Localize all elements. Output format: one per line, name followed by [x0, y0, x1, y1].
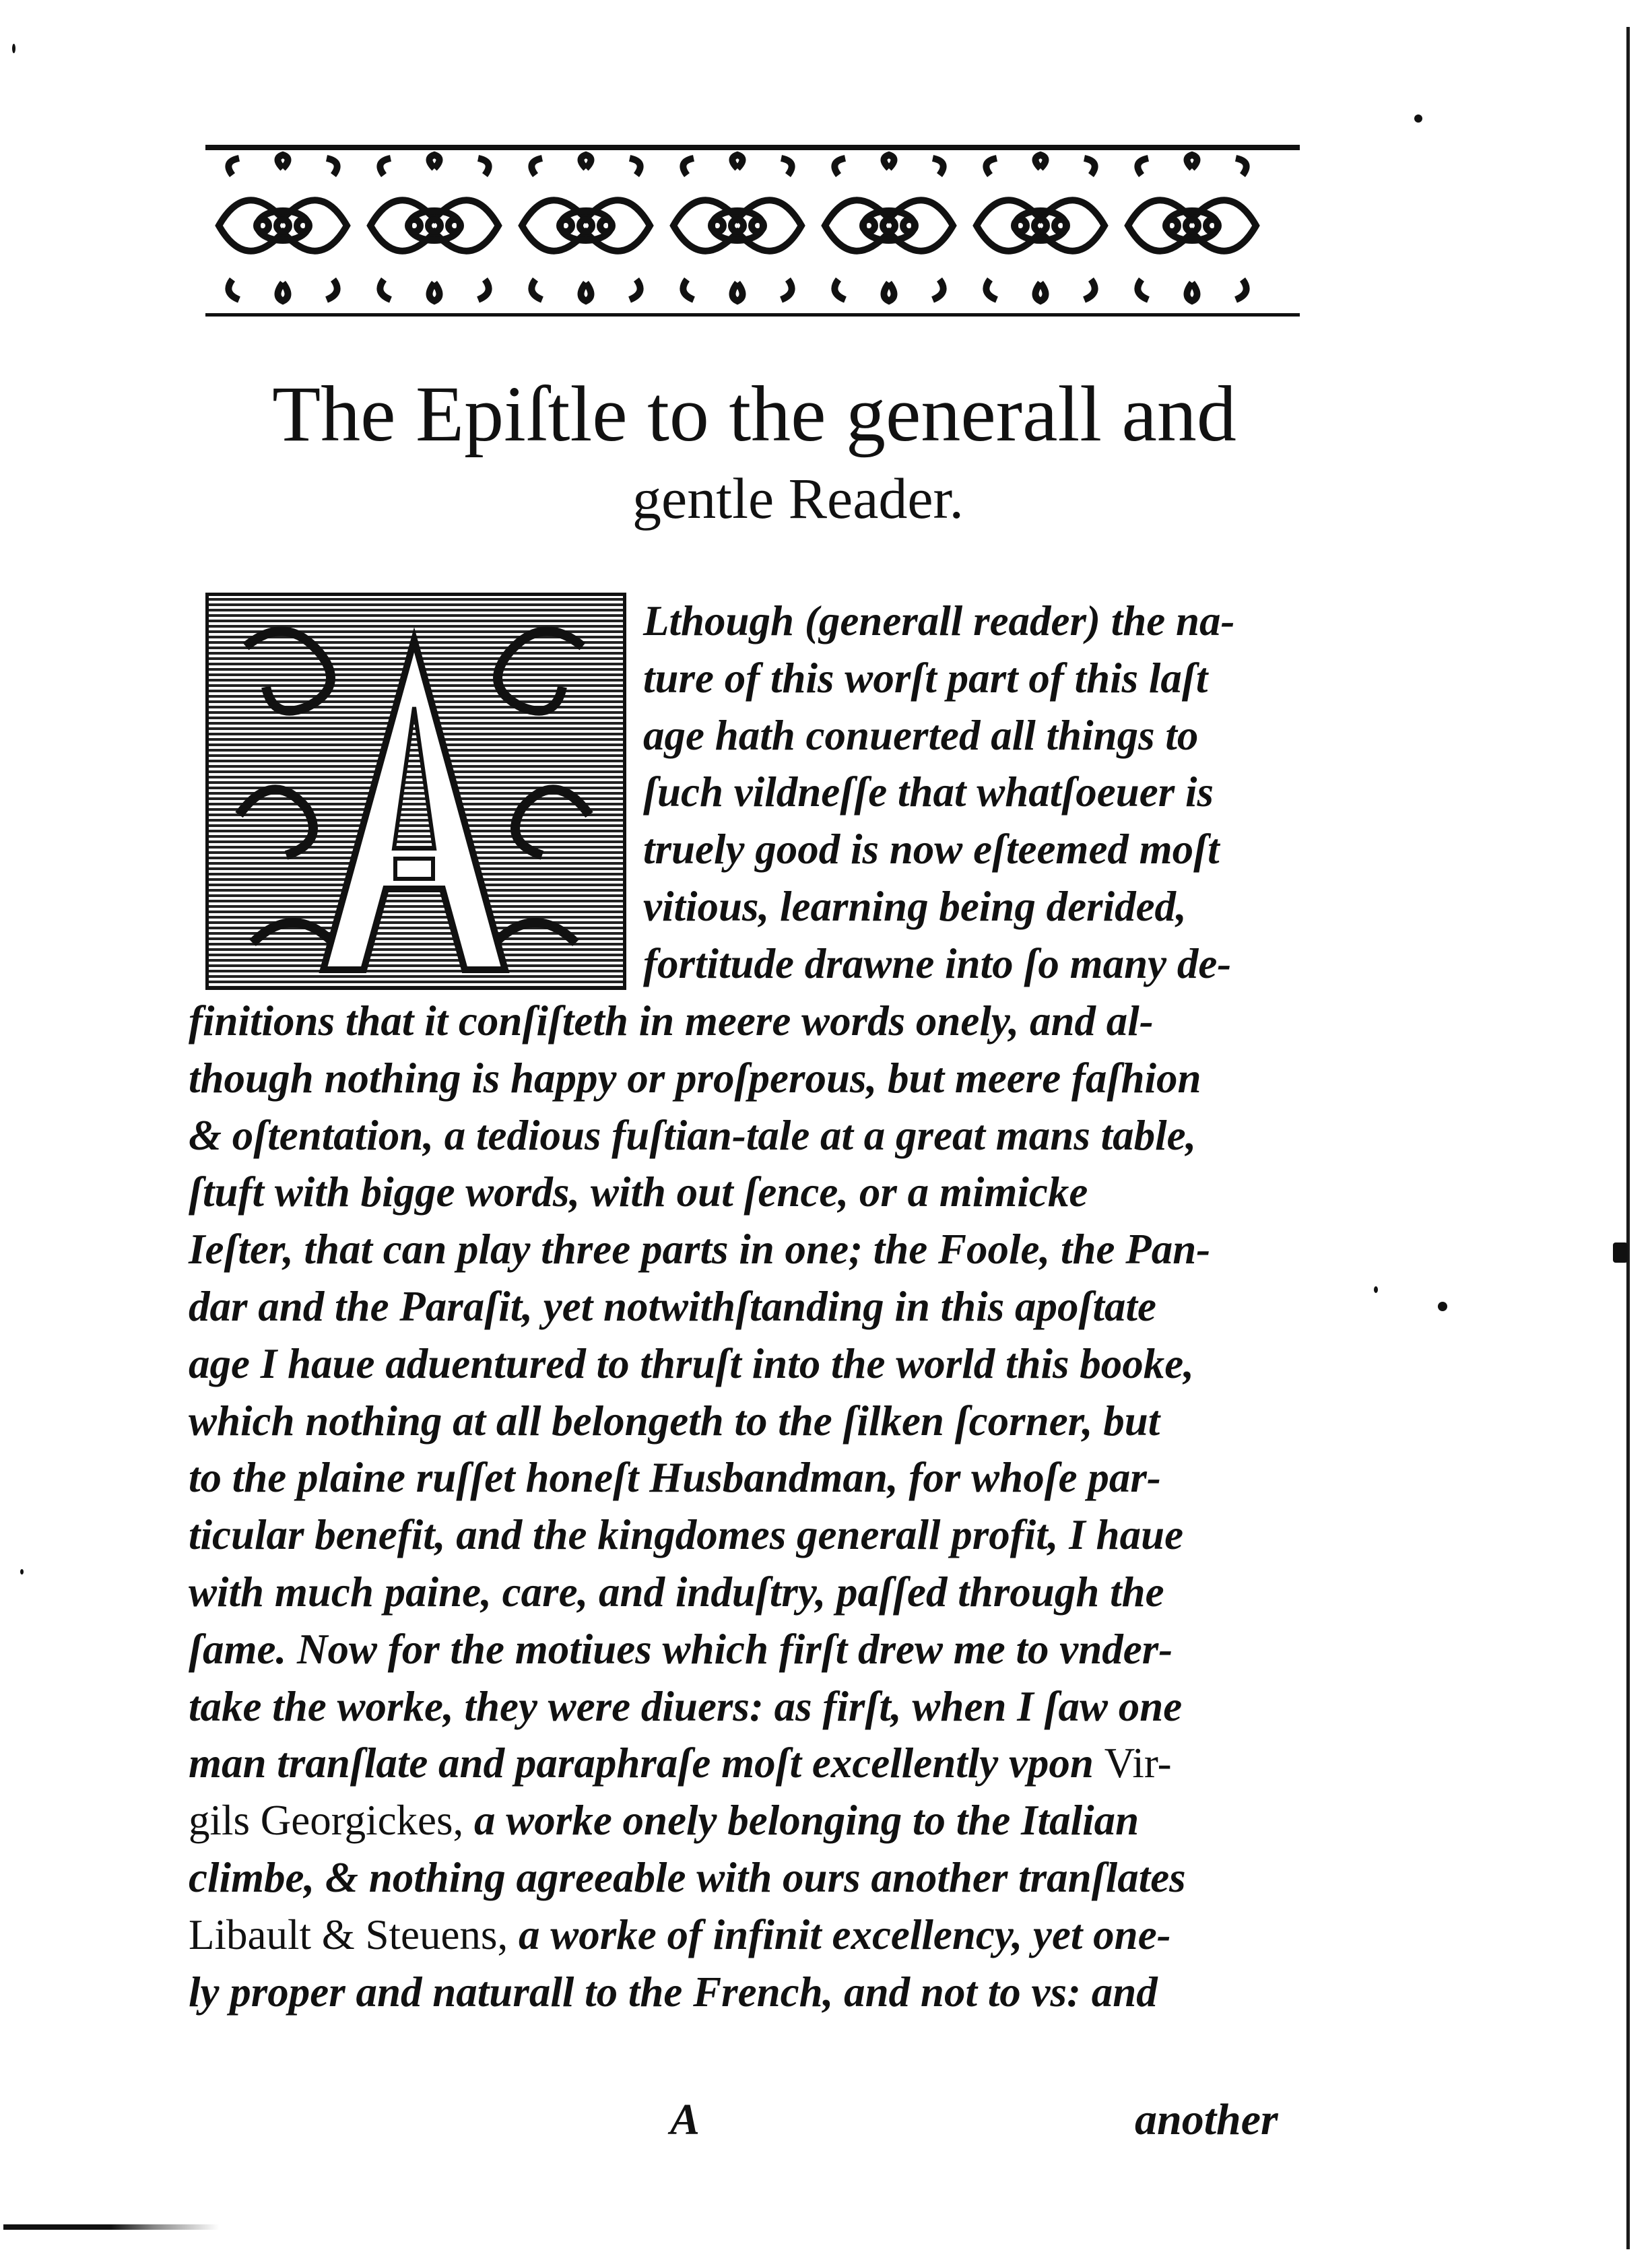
text-segment: a worke onely belonging to the Italian [463, 1797, 1139, 1845]
text-line: fortitude drawne into ſo many de- [643, 939, 1232, 987]
text-line: ſame. Now for the motiues which firſt drew me to vnder- [189, 1625, 1173, 1673]
roman-phrase: gils Georgickes, [189, 1797, 464, 1845]
roman-word: Vir- [1104, 1739, 1172, 1787]
text-line: truely good is now eſteemed moſt [643, 826, 1220, 873]
signature-mark: A [670, 2095, 700, 2144]
text-line: climbe, & nothing agreeable with ours another tranſlates [189, 1853, 1186, 1901]
dropcap-letter: A [414, 951, 420, 958]
scan-edge-bar [3, 2224, 219, 2230]
text-line [189, 1735, 1307, 1792]
text-segment: a worke of infinit excellency, yet one- [508, 1911, 1171, 1958]
text-line: & oſtentation, a tedious fuſtian-tale at a great mans table, [189, 1111, 1197, 1159]
ink-speck [1414, 114, 1422, 123]
text-line: ticular benefit, and the kingdomes generall profit, I haue [189, 1511, 1184, 1559]
text-line: though nothing is happy or proſperous, but meere faſhion [189, 1054, 1201, 1102]
text-line: dar and the Paraſit, yet notwithſtanding in this apoſtate [189, 1282, 1156, 1330]
title-line-1: The Epiſtle to the generall and [272, 370, 1236, 458]
title-line-2: gentle Reader. [632, 466, 964, 531]
text-line: Ieſter, that can play three parts in one; the Foole, the Pan- [189, 1226, 1211, 1273]
text-line [189, 1907, 1307, 1964]
text-line: take the worke, they were diuers: as firſt, when I ſaw one [189, 1682, 1183, 1730]
page-edge-mark [1613, 1242, 1628, 1263]
wrapped-paragraph [643, 593, 1307, 993]
text-line: ly proper and naturall to the French, and not to vs: and [189, 1968, 1158, 2016]
text-line: which nothing at all belongeth to the ſilken ſcorner, but [189, 1397, 1160, 1445]
main-paragraph [189, 993, 1307, 2020]
text-line: ture of this worſt part of this laſt [643, 654, 1208, 702]
ink-speck [1374, 1286, 1378, 1293]
decorated-initial [205, 593, 626, 990]
text-segment: man tranſlate and paraphraſe moſt excellently vpon [189, 1739, 1104, 1787]
catchword: another [1135, 2095, 1278, 2144]
ornamental-headpiece [205, 145, 1300, 320]
text-line: ſtuft with bigge words, with out ſence, or a mimicke [189, 1168, 1088, 1216]
text-line: age hath conuerted all things to [643, 711, 1199, 759]
text-line: finitions that it conſiſteth in meere words onely, and al- [189, 997, 1154, 1045]
page-edge-line [1626, 27, 1630, 2249]
ink-speck [12, 44, 15, 53]
text-line: vitious, learning being derided, [643, 882, 1187, 930]
ink-speck [1438, 1302, 1447, 1311]
page-title [229, 367, 1280, 535]
ink-speck [20, 1569, 24, 1575]
roman-phrase: Libault & Steuens, [189, 1911, 508, 1958]
text-line: Lthough (generall reader) the na- [643, 597, 1235, 644]
text-line: age I haue aduentured to thruſt into the world this booke, [189, 1339, 1195, 1387]
text-line: to the plaine ruſſet honeſt Husbandman, for whoſe par- [189, 1454, 1161, 1502]
text-line: ſuch vildneſſe that whatſoeuer is [643, 768, 1214, 816]
text-line [189, 1792, 1307, 1849]
text-line: with much paine, care, and induſtry, paſſed through the [189, 1568, 1164, 1616]
